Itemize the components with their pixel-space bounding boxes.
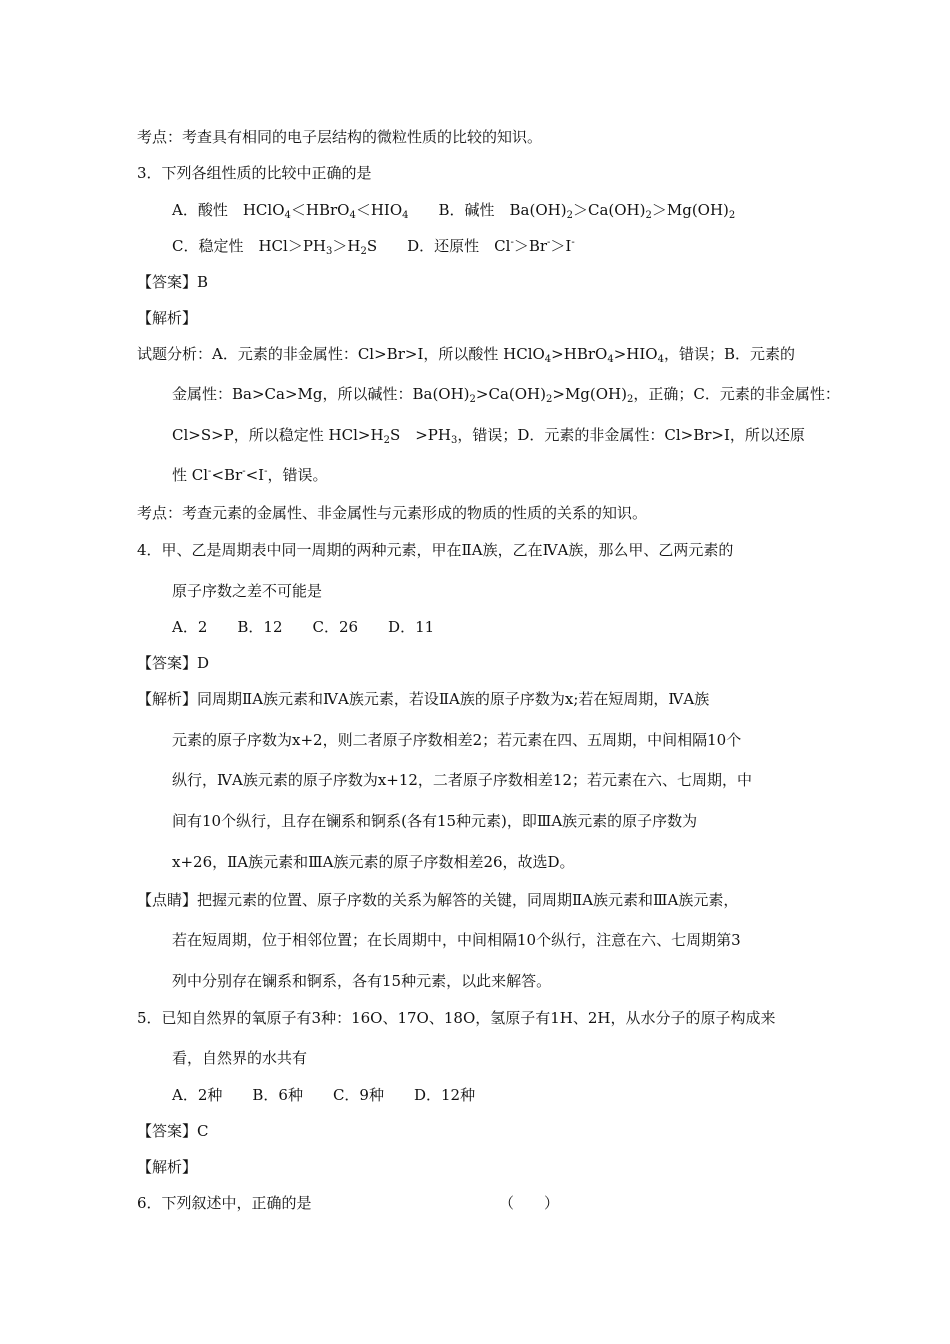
analysis-5-header: 【解析】 (137, 1158, 198, 1176)
topic-note-3: 考点：考查元素的金属性、非金属性与元素形成的物质的性质的关系的知识。 (137, 504, 648, 522)
answer-4: 【答案】D (137, 654, 210, 672)
question-6-stem: 6．下列叙述中，正确的是 （ ） (137, 1194, 560, 1212)
question-5-stem-1: 5．已知自然界的氧原子有3种：16O、17O、18O，氢原子有1H、2H，从水分子的原子构成来 (137, 1009, 776, 1027)
question-4-stem-2: 原子序数之差不可能是 (172, 582, 323, 600)
analysis-3-line-3: Cl>S>P，所以稳定性 $HCl>H_2S$ $>PH_3$，错误；D．元素的非金属性：Cl>Br>I，所以还原 (172, 426, 805, 446)
tip-4-line-3: 列中分别存在镧系和锕系，各有15种元素，以此来解答。 (172, 972, 552, 990)
analysis-3-line-1: 试题分析：A．元素的非金属性：Cl>Br>I，所以酸性 $HClO_4>HBrO_4>HIO_4$，错误；B．元素的 (137, 345, 795, 365)
question-3-options-cd: C．稳定性 $HCl>PH_3>H_2S$ D．还原性 Cl-＞Br-＞I- (172, 237, 575, 257)
analysis-3-line-4: 性 Cl-<Br-<I-，错误。 (172, 466, 328, 484)
question-4-options: A．2 B．12 C．26 D．11 (172, 618, 435, 636)
answer-5: 【答案】C (137, 1122, 209, 1140)
topic-note-1: 考点：考查具有相同的电子层结构的微粒性质的比较的知识。 (137, 128, 543, 146)
analysis-3-line-2: 金属性：Ba>Ca>Mg，所以碱性：$Ba(OH)_2>Ca(OH)_2>Mg(OH)_2$，正确；C．元素的非金属性： (172, 385, 840, 405)
analysis-4-line-1: 【解析】同周期ⅡA族元素和ⅣA族元素，若设ⅡA族的原子序数为x;若在短周期，ⅣA族 (137, 690, 710, 708)
tip-4-line-2: 若在短周期，位于相邻位置；在长周期中，中间相隔10个纵行，注意在六、七周期第3 (172, 931, 741, 949)
analysis-4-line-4: 间有10个纵行，且存在镧系和锕系(各有15种元素)，即ⅢA族元素的原子序数为 (172, 812, 698, 830)
analysis-4-line-2: 元素的原子序数为x+2，则二者原子序数相差2；若元素在四、五周期，中间相隔10个 (172, 731, 742, 749)
question-5-stem-2: 看，自然界的水共有 (172, 1049, 308, 1067)
question-3-options-ab: A．酸性 $HClO_4<HBrO_4<HIO_4$ B．碱性 $Ba(OH)_2>Ca(OH)_2>Mg(OH)_2$ (172, 201, 736, 221)
question-4-stem-1: 4．甲、乙是周期表中同一周期的两种元素，甲在ⅡA族，乙在ⅣA族，那么甲、乙两元素的 (137, 541, 734, 559)
analysis-4-line-3: 纵行，ⅣA族元素的原子序数为x+12，二者原子序数相差12；若元素在六、七周期，中 (172, 771, 753, 789)
answer-3: 【答案】B (137, 273, 209, 291)
question-5-options: A．2种 B．6种 C．9种 D．12种 (172, 1086, 476, 1104)
analysis-3-header: 【解析】 (137, 309, 198, 327)
tip-4-line-1: 【点睛】把握元素的位置、原子序数的关系为解答的关键，同周期ⅡA族元素和ⅢA族元素， (137, 891, 739, 909)
analysis-4-line-5: x+26，ⅡA族元素和ⅢA族元素的原子序数相差26，故选D。 (172, 853, 575, 871)
question-3-stem: 3．下列各组性质的比较中正确的是 (137, 164, 372, 182)
